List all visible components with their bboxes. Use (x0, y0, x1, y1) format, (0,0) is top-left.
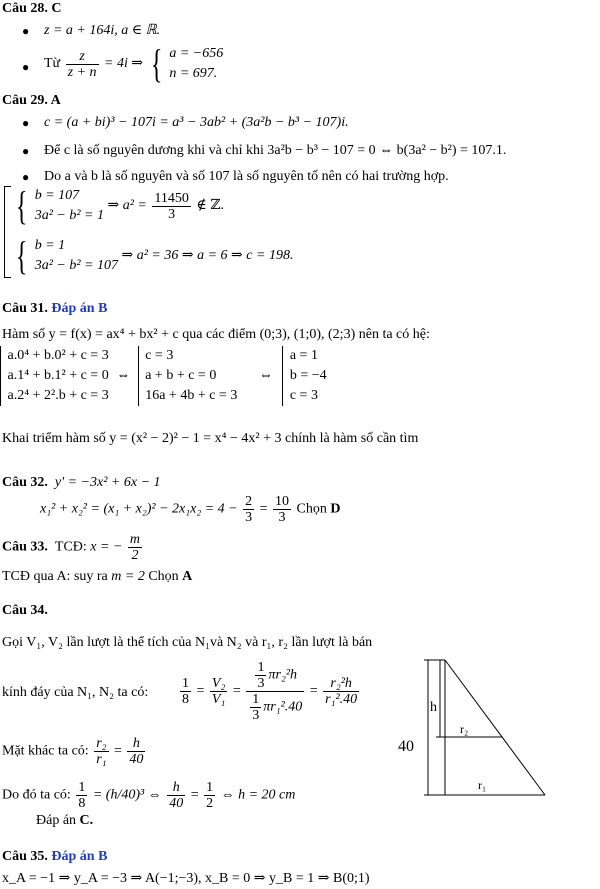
brace-icon (282, 346, 283, 406)
q34-answer-line: Đáp án C. (36, 813, 94, 828)
label-r2: r₂ (460, 722, 469, 736)
q28-line1: z = a + 164i, a ∈ ℝ. (44, 23, 161, 38)
q34-title: Câu 34. (2, 603, 48, 618)
bullet-icon: ● (22, 60, 30, 74)
q34-answer: C. (79, 813, 94, 828)
q28-title: Câu 28. C (2, 1, 62, 16)
bullet-icon: ● (22, 116, 30, 130)
q28-line2 (44, 41, 224, 86)
q31-line1: Hàm số y = f(x) = ax⁴ + bx² + c qua các điểm (0;3), (1;0), (2;3) nên ta có hệ: (2, 327, 430, 342)
label-r1: r₁ (478, 778, 487, 792)
q29-line2: Để c là số nguyên dương khi và chỉ khi 3a²b − b³ − 107 = 0 ⇔ b(3a² − b²) = 107.1. (44, 143, 507, 158)
brace-icon: { (15, 233, 28, 278)
q29-case1-fraction: $\frac{11450}{3}$ (154, 190, 189, 222)
q35-title: Câu 35. Đáp án B (2, 849, 108, 864)
q33-answer: A (182, 569, 193, 584)
q35-line1: x_A = −1 ⇒ y_A = −3 ⇒ A(−1;−3), x_B = 0 ⇒ y_B = 1 ⇒ B(0;1) (2, 871, 370, 886)
label-h: h (430, 700, 437, 715)
q31-title: Câu 31. Đáp án B (2, 301, 108, 316)
brace-icon (0, 346, 1, 406)
q29-title: Câu 29. A (2, 93, 61, 108)
q29-case2-system: b = 1 3a² − b² = 107 (34, 238, 118, 273)
q29-line3: Do a và b là số nguyên và số 107 là số nguyên tố nên có hai trường hợp. (44, 169, 449, 184)
brace-icon: { (15, 183, 28, 228)
q32-answer: D (330, 501, 341, 517)
brace-icon: { (150, 41, 162, 86)
q34-para4: Do đó ta có: $\frac{1}{8}$ = (h/40)³ ⇔ $\frac{h}{40}$ = $\frac{1}{2}$ ⇔ h = 20 cm (2, 780, 296, 811)
q29-line1: c = (a + bi)³ − 107i = a³ − 3ab² + (3a²b − b³ − 107)i. (44, 115, 349, 130)
q31-answer: Đáp án B (51, 301, 108, 316)
q29-case2: { b = 1 3a² − b² = 107 ⇒ a² = 36 ⇒ a = 6 ⇒ c = 198. (15, 233, 294, 278)
q29-case1-system: b = 107 3a² − b² = 1 (34, 188, 104, 223)
q34-ratio: $\frac{1}{8}$ = $\frac{\text{V₂}}{\text{V₁}}$ = $\frac{1}{3}$ πr₂²h $\frac{1}{3}$ πr₁².40 = $\frac{\text{r₂²h}}{\text{r₁².40}}$ (182, 660, 358, 723)
q28-fraction: $\frac{z}{z + n}$ (67, 48, 97, 80)
q28-eq: = 4i ⇒ (104, 56, 144, 71)
bullet-icon: ● (22, 144, 30, 158)
q28-tu: Từ (44, 56, 61, 71)
q31-system3: a = 1 b = −4 c = 3 (289, 348, 327, 403)
q31-system2: c = 3 a + b + c = 0 16a + 4b + c = 3 (145, 348, 238, 403)
q31-system1: a.0⁴ + b.0² + c = 3 a.1⁴ + b.1² + c = 0 a.2⁴ + 2².b + c = 3 (7, 348, 109, 403)
q28-system: a = −656 n = 697. (169, 46, 224, 81)
brace-icon (138, 346, 139, 406)
q31-systems: a.0⁴ + b.0² + c = 3 a.1⁴ + b.1² + c = 0 a.2⁴ + 2².b + c = 3 ⇔ c = 3 a + b + c = 0 16a + 4b + c = 3 ⇔ a = 1 b = −4 c = 3 (0, 346, 327, 406)
q32-line1: Câu 32. y' = −3x² + 6x − 1 (2, 475, 161, 490)
case-bracket (4, 186, 11, 278)
q34-para1: Gọi V₁, V₂ lần lượt là thể tích của N₁và N₂ và r₁, r₂ lần lượt là bán (2, 635, 373, 650)
q35-answer: Đáp án B (51, 849, 108, 864)
bullet-icon: ● (22, 170, 30, 184)
q32-line2: x₁² + x₂² = (x₁ + x₂)² − 2x₁x₂ = 4 − $\frac{2}{3}$ = $\frac{10}{3}$ Chọn D (40, 494, 341, 525)
label-40: 40 (398, 738, 414, 755)
q33-line1: Câu 33. TCĐ: x = − $\frac{m}{2}$ (2, 532, 141, 563)
q31-line2: Khai triểm hàm số y = (x² − 2)² − 1 = x⁴ − 4x² + 3 chính là hàm số cần tìm (2, 431, 419, 446)
bullet-icon: ● (22, 24, 30, 38)
q29-case1: { b = 107 3a² − b² = 1 ⇒ a² = $\frac{11450}{3}$ ∉ ℤ. (15, 183, 224, 228)
cone-diagram (390, 655, 555, 800)
q34-para2: kính đáy của N₁, N₂ ta có: (2, 685, 149, 700)
q34-para3: Mặt khác ta có: $\frac{\text{r₂}}{\text{r₁}}$ = $\frac{h}{40}$ (2, 736, 144, 767)
q33-line2: TCĐ qua A: suy ra m = 2 Chọn A (2, 569, 193, 584)
